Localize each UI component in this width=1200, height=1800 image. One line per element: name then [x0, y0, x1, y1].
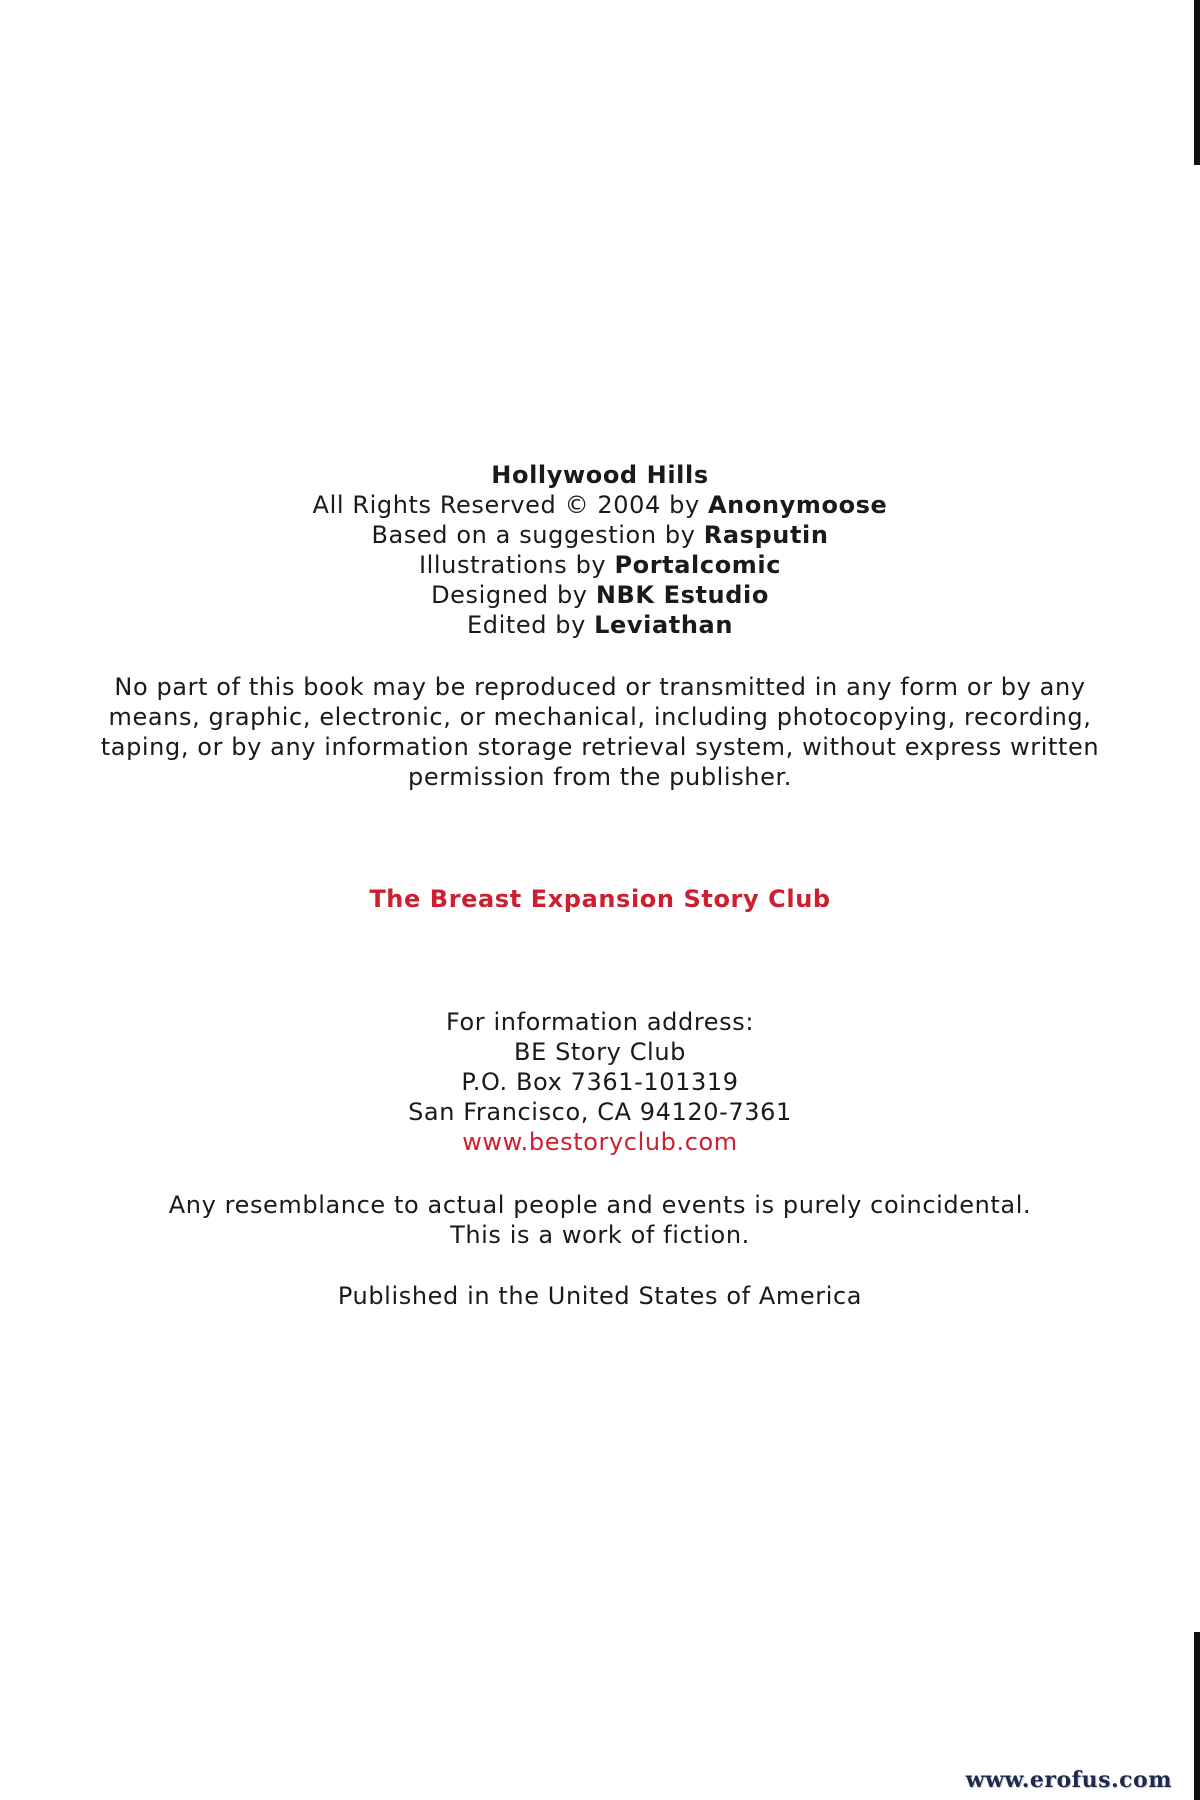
suggestion-line	[0, 520, 1200, 550]
website-link[interactable]: www.bestoryclub.com	[462, 1128, 738, 1156]
address-po-box: P.O. Box 7361-101319	[461, 1068, 739, 1096]
notice-line: means, graphic, electronic, or mechanical, including photocopying, recording,	[108, 703, 1092, 731]
designed-line	[0, 580, 1200, 610]
suggestion-prefix: Based on a suggestion by	[371, 521, 704, 549]
address-block	[0, 1007, 1200, 1157]
reproduction-notice	[0, 672, 1200, 792]
designed-name: NBK Estudio	[595, 581, 769, 609]
disclaimer-line-1: Any resemblance to actual people and events is purely coincidental.	[168, 1191, 1032, 1219]
disclaimer-line-2: This is a work of fiction.	[450, 1221, 750, 1249]
site-watermark: www.erofus.com	[965, 1767, 1172, 1793]
suggestion-name: Rasputin	[703, 521, 829, 549]
address-heading: For information address:	[445, 1008, 755, 1036]
edited-prefix: Edited by	[466, 611, 595, 639]
notice-line: taping, or by any information storage retrieval system, without express written	[100, 733, 1100, 761]
edited-name: Leviathan	[594, 611, 734, 639]
publication-note	[0, 1281, 1200, 1311]
credits-block	[0, 460, 1200, 640]
address-org: BE Story Club	[514, 1038, 686, 1066]
designed-prefix: Designed by	[431, 581, 596, 609]
illustrations-name: Portalcomic	[614, 551, 782, 579]
illustrations-line	[0, 550, 1200, 580]
book-title: Hollywood Hills	[491, 461, 709, 489]
fiction-disclaimer	[0, 1190, 1200, 1250]
rights-author: Anonymoose	[708, 491, 888, 519]
address-city: San Francisco, CA 94120-7361	[408, 1098, 792, 1126]
published-text: Published in the United States of America	[337, 1282, 863, 1310]
club-name-text: The Breast Expansion Story Club	[369, 885, 831, 913]
page-edge-bar-top	[1194, 0, 1200, 165]
illustrations-prefix: Illustrations by	[418, 551, 615, 579]
edited-line	[0, 610, 1200, 640]
club-name	[0, 884, 1200, 914]
rights-line	[0, 490, 1200, 520]
notice-line: permission from the publisher.	[408, 763, 792, 791]
page-edge-bar-bottom	[1194, 1632, 1200, 1800]
rights-prefix: All Rights Reserved © 2004 by	[312, 491, 708, 519]
notice-line: No part of this book may be reproduced or transmitted in any form or by any	[114, 673, 1086, 701]
